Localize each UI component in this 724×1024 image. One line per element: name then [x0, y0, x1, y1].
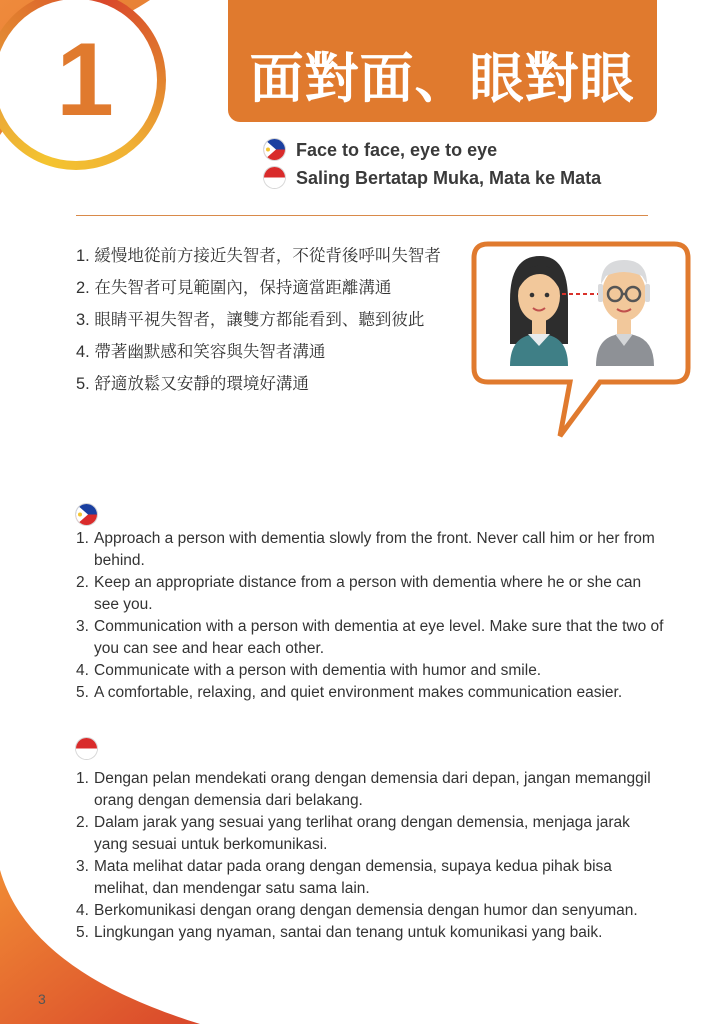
list-item	[76, 900, 666, 922]
item-text: Communication with a person with dementia at eye level. Make sure that the two of you can see and hear each other.	[94, 618, 664, 657]
zh-list-item: 2. 在失智者可見範圍內，保持適當距離溝通	[76, 279, 392, 297]
page-number: 3	[38, 991, 46, 1007]
item-number: 1.	[76, 530, 89, 547]
subtitle-english: Face to face, eye to eye	[296, 140, 498, 160]
list-item	[76, 856, 666, 900]
list-item	[76, 922, 666, 944]
item-text: Berkomunikasi dengan orang dengan demensia dengan humor dan senyuman.	[94, 902, 638, 919]
item-number: 2.	[76, 814, 89, 831]
subtitle-indonesian: Saling Bertatap Muka, Mata ke Mata	[296, 168, 602, 188]
item-text: Dengan pelan mendekati orang dengan demensia dari depan, jangan memanggil orang dengan demensia dari belakang.	[94, 770, 651, 809]
indonesian-list	[76, 768, 666, 944]
zh-list-item: 4. 帶著幽默感和笑容與失智者溝通	[76, 343, 326, 361]
item-text: Dalam jarak yang sesuai yang terlihat orang dengan demensia, menjaga jarak yang sesuai untuk berkomunikasi.	[94, 814, 630, 853]
face-to-face-illustration-icon	[470, 240, 692, 440]
list-item	[76, 528, 666, 572]
item-text: Approach a person with dementia slowly from the front. Never call him or her from behind.	[94, 530, 655, 569]
zh-list-item: 1. 緩慢地從前方接近失智者，不從背後呼叫失智者	[76, 247, 441, 265]
philippines-flag-icon	[264, 139, 285, 160]
item-number: 4.	[76, 662, 89, 679]
item-number: 5.	[76, 924, 89, 941]
list-item	[76, 660, 666, 682]
item-text: Keep an appropriate distance from a person with dementia where he or she can see you.	[94, 574, 642, 613]
philippines-flag-icon	[76, 504, 97, 525]
page-title: 面對面、眼對眼	[249, 49, 635, 109]
indonesia-flag-icon	[76, 738, 97, 759]
item-number: 5.	[76, 684, 89, 701]
indonesia-flag-icon	[264, 167, 285, 188]
item-text: Lingkungan yang nyaman, santai dan tenang untuk komunikasi yang baik.	[94, 924, 603, 941]
item-number: 3.	[76, 858, 89, 875]
item-text: Mata melihat datar pada orang dengan demensia, supaya kedua pihak bisa melihat, dan mendengar satu sama lain.	[94, 858, 612, 897]
item-text: Communicate with a person with dementia with humor and smile.	[94, 662, 542, 679]
list-item	[76, 572, 666, 616]
zh-list-item: 3. 眼睛平視失智者，讓雙方都能看到、聽到彼此	[76, 311, 425, 329]
zh-list-item: 5. 舒適放鬆又安靜的環境好溝通	[76, 375, 309, 393]
item-number: 4.	[76, 902, 89, 919]
item-number: 3.	[76, 618, 89, 635]
list-item	[76, 616, 666, 660]
item-text: A comfortable, relaxing, and quiet environment makes communication easier.	[94, 684, 623, 701]
list-item	[76, 682, 666, 704]
divider	[76, 215, 648, 216]
list-item	[76, 812, 666, 856]
item-number: 2.	[76, 574, 89, 591]
item-number: 1.	[76, 770, 89, 787]
section-number: 1	[56, 22, 114, 138]
english-list	[76, 528, 666, 704]
list-item	[76, 768, 666, 812]
